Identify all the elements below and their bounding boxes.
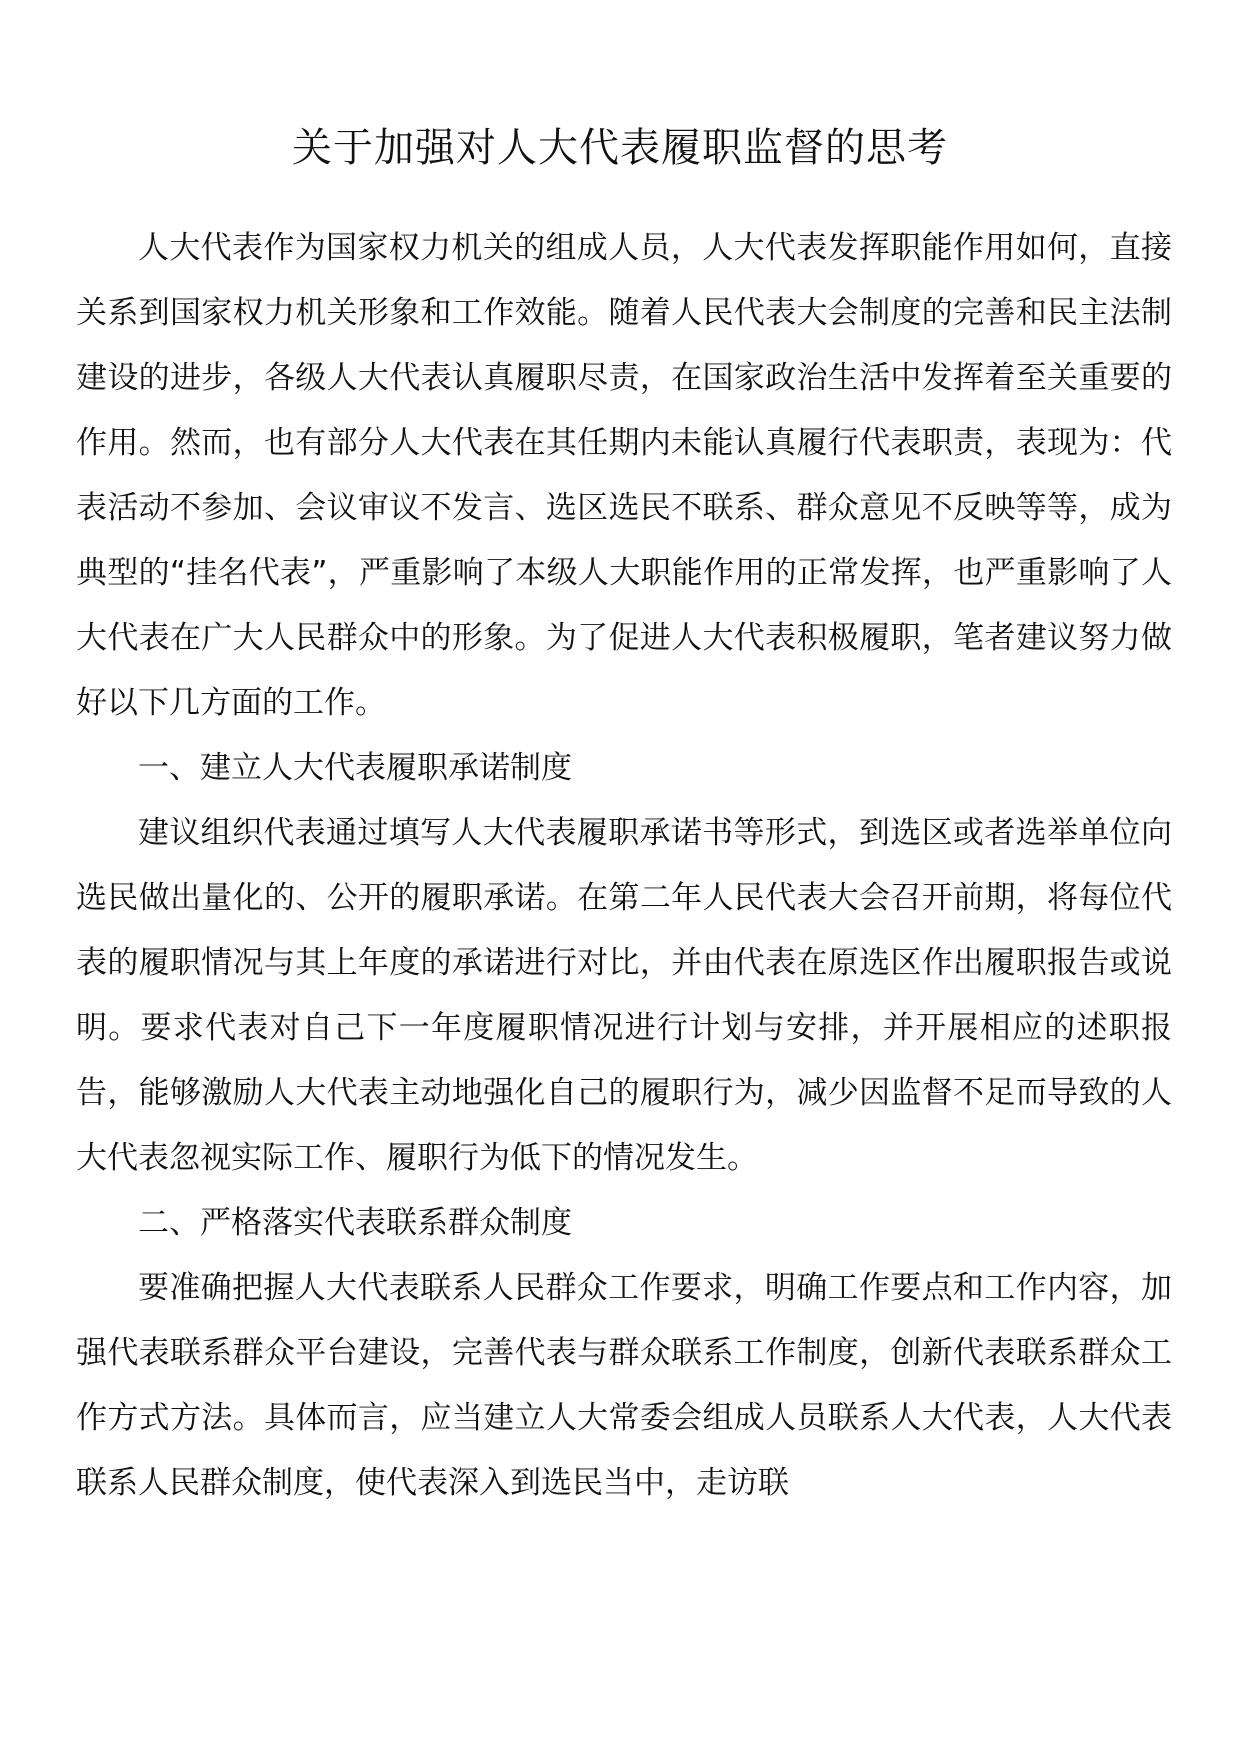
section-paragraph-2: 要准确把握人大代表联系人民群众工作要求，明确工作要点和工作内容，加强代表联系群众平台建设，完善代表与群众联系工作制度，创新代表联系群众工作方式方法。具体而言，应当建立人大常委会组成人员联系人大代表，人大代表联系人民群众制度，使代表深入到选民当中，走访联	[76, 1270, 1172, 1501]
section-heading-2: 二、严格落实代表联系群众制度	[138, 1205, 572, 1241]
document-title: 关于加强对人大代表履职监督的思考	[292, 125, 948, 171]
section-paragraph-1: 建议组织代表通过填写人大代表履职承诺书等形式，到选区或者选举单位向选民做出量化的、公开的履职承诺。在第二年人民代表大会召开前期，将每位代表的履职情况与其上年度的承诺进行对比，并由代表在原选区作出履职报告或说明。要求代表对自己下一年度履职情况进行计划与安排，并开展相应的述职报告，能够激励人大代表主动地强化自己的履职行为，减少因监督不足而导致的人大代表忽视实际工作、履职行为低下的情况发生。	[76, 815, 1172, 1176]
document-body	[76, 216, 1172, 1516]
section-heading-1: 一、建立人大代表履职承诺制度	[138, 750, 572, 786]
intro-paragraph: 人大代表作为国家权力机关的组成人员，人大代表发挥职能作用如何，直接关系到国家权力机关形象和工作效能。随着人民代表大会制度的完善和民主法制建设的进步，各级人大代表认真履职尽责，在国家政治生活中发挥着至关重要的作用。然而，也有部分人大代表在其任期内未能认真履行代表职责，表现为：代表活动不参加、会议审议不发言、选区选民不联系、群众意见不反映等等，成为典型的“挂名代表”，严重影响了本级人大职能作用的正常发挥，也严重影响了人大代表在广大人民群众中的形象。为了促进人大代表积极履职，笔者建议努力做好以下几方面的工作。	[76, 230, 1172, 721]
